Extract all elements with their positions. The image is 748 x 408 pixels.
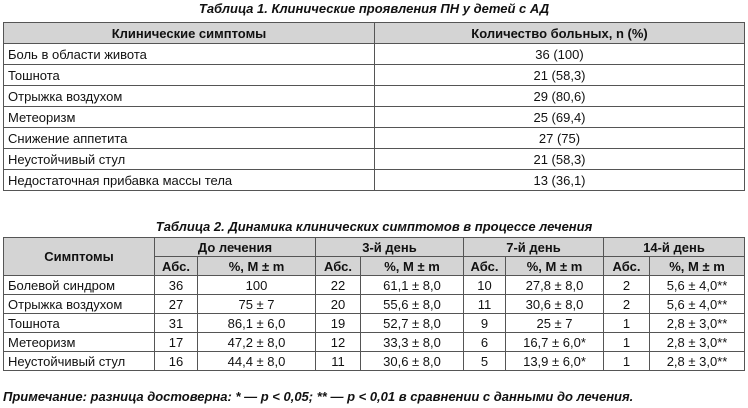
abs-cell: 27 xyxy=(155,295,198,314)
percent-cell: 100 xyxy=(198,276,316,295)
percent-cell: 30,6 ± 8,0 xyxy=(361,352,464,371)
table-row xyxy=(4,107,745,128)
count-cell: 27 (75) xyxy=(375,128,745,149)
symptom-cell: Болевой синдром xyxy=(4,276,155,295)
percent-cell: 61,1 ± 8,0 xyxy=(361,276,464,295)
table-row xyxy=(4,65,745,86)
symptom-dynamics-table xyxy=(3,237,745,371)
header-day-7: 7-й день xyxy=(464,238,604,257)
table-row xyxy=(4,128,745,149)
count-cell: 29 (80,6) xyxy=(375,86,745,107)
percent-cell: 5,6 ± 4,0** xyxy=(650,295,745,314)
footnote: Примечание: разница достоверна: * — p < 0,05; ** — p < 0,01 в сравнении с данными до лечения. xyxy=(3,389,634,404)
percent-cell: 86,1 ± 6,0 xyxy=(198,314,316,333)
abs-cell: 9 xyxy=(464,314,506,333)
symptom-cell: Отрыжка воздухом xyxy=(4,295,155,314)
abs-cell: 17 xyxy=(155,333,198,352)
abs-cell: 11 xyxy=(316,352,361,371)
count-cell: 21 (58,3) xyxy=(375,65,745,86)
table-row xyxy=(4,295,745,314)
percent-cell: 25 ± 7 xyxy=(506,314,604,333)
abs-cell: 5 xyxy=(464,352,506,371)
percent-cell: 75 ± 7 xyxy=(198,295,316,314)
percent-cell: 5,6 ± 4,0** xyxy=(650,276,745,295)
table-row xyxy=(4,44,745,65)
symptom-cell: Неустойчивый стул xyxy=(4,352,155,371)
table2-group-header-row xyxy=(4,238,745,257)
symptom-cell: Неустойчивый стул xyxy=(4,149,375,170)
abs-cell: 1 xyxy=(604,352,650,371)
table-row xyxy=(4,149,745,170)
header-clinical-symptoms: Клинические симптомы xyxy=(4,23,375,44)
percent-cell: 47,2 ± 8,0 xyxy=(198,333,316,352)
table-row xyxy=(4,352,745,371)
count-cell: 13 (36,1) xyxy=(375,170,745,191)
table1-caption: Таблица 1. Клинические проявления ПН у детей с АД xyxy=(198,1,550,16)
count-cell: 25 (69,4) xyxy=(375,107,745,128)
abs-cell: 19 xyxy=(316,314,361,333)
percent-cell: 55,6 ± 8,0 xyxy=(361,295,464,314)
percent-cell: 33,3 ± 8,0 xyxy=(361,333,464,352)
symptom-cell: Снижение аппетита xyxy=(4,128,375,149)
symptom-cell: Метеоризм xyxy=(4,107,375,128)
table-row xyxy=(4,333,745,352)
abs-cell: 36 xyxy=(155,276,198,295)
abs-cell: 31 xyxy=(155,314,198,333)
table-row xyxy=(4,170,745,191)
table-row xyxy=(4,314,745,333)
table-row xyxy=(4,86,745,107)
table1-header-row xyxy=(4,23,745,44)
abs-cell: 22 xyxy=(316,276,361,295)
subheader-abs: Абс. xyxy=(155,257,198,276)
subheader-percent: %, M ± m xyxy=(361,257,464,276)
percent-cell: 52,7 ± 8,0 xyxy=(361,314,464,333)
abs-cell: 12 xyxy=(316,333,361,352)
symptom-cell: Боль в области живота xyxy=(4,44,375,65)
percent-cell: 2,8 ± 3,0** xyxy=(650,352,745,371)
abs-cell: 11 xyxy=(464,295,506,314)
abs-cell: 20 xyxy=(316,295,361,314)
subheader-percent: %, M ± m xyxy=(198,257,316,276)
percent-cell: 27,8 ± 8,0 xyxy=(506,276,604,295)
table-row xyxy=(4,276,745,295)
count-cell: 21 (58,3) xyxy=(375,149,745,170)
header-day-14: 14-й день xyxy=(604,238,745,257)
subheader-abs: Абс. xyxy=(604,257,650,276)
header-patient-count: Количество больных, n (%) xyxy=(375,23,745,44)
percent-cell: 16,7 ± 6,0* xyxy=(506,333,604,352)
subheader-abs: Абс. xyxy=(464,257,506,276)
subheader-abs: Абс. xyxy=(316,257,361,276)
clinical-symptoms-table xyxy=(3,22,745,191)
subheader-percent: %, M ± m xyxy=(506,257,604,276)
header-before-treatment: До лечения xyxy=(155,238,316,257)
percent-cell: 30,6 ± 8,0 xyxy=(506,295,604,314)
abs-cell: 2 xyxy=(604,295,650,314)
header-day-3: 3-й день xyxy=(316,238,464,257)
abs-cell: 10 xyxy=(464,276,506,295)
symptom-cell: Тошнота xyxy=(4,65,375,86)
symptom-cell: Метеоризм xyxy=(4,333,155,352)
percent-cell: 2,8 ± 3,0** xyxy=(650,314,745,333)
symptom-cell: Отрыжка воздухом xyxy=(4,86,375,107)
abs-cell: 1 xyxy=(604,314,650,333)
count-cell: 36 (100) xyxy=(375,44,745,65)
percent-cell: 13,9 ± 6,0* xyxy=(506,352,604,371)
subheader-percent: %, M ± m xyxy=(650,257,745,276)
percent-cell: 2,8 ± 3,0** xyxy=(650,333,745,352)
abs-cell: 2 xyxy=(604,276,650,295)
header-symptoms: Симптомы xyxy=(4,238,155,276)
table2-caption: Таблица 2. Динамика клинических симптомов в процессе лечения xyxy=(155,219,593,234)
symptom-cell: Тошнота xyxy=(4,314,155,333)
symptom-cell: Недостаточная прибавка массы тела xyxy=(4,170,375,191)
abs-cell: 6 xyxy=(464,333,506,352)
percent-cell: 44,4 ± 8,0 xyxy=(198,352,316,371)
abs-cell: 16 xyxy=(155,352,198,371)
abs-cell: 1 xyxy=(604,333,650,352)
